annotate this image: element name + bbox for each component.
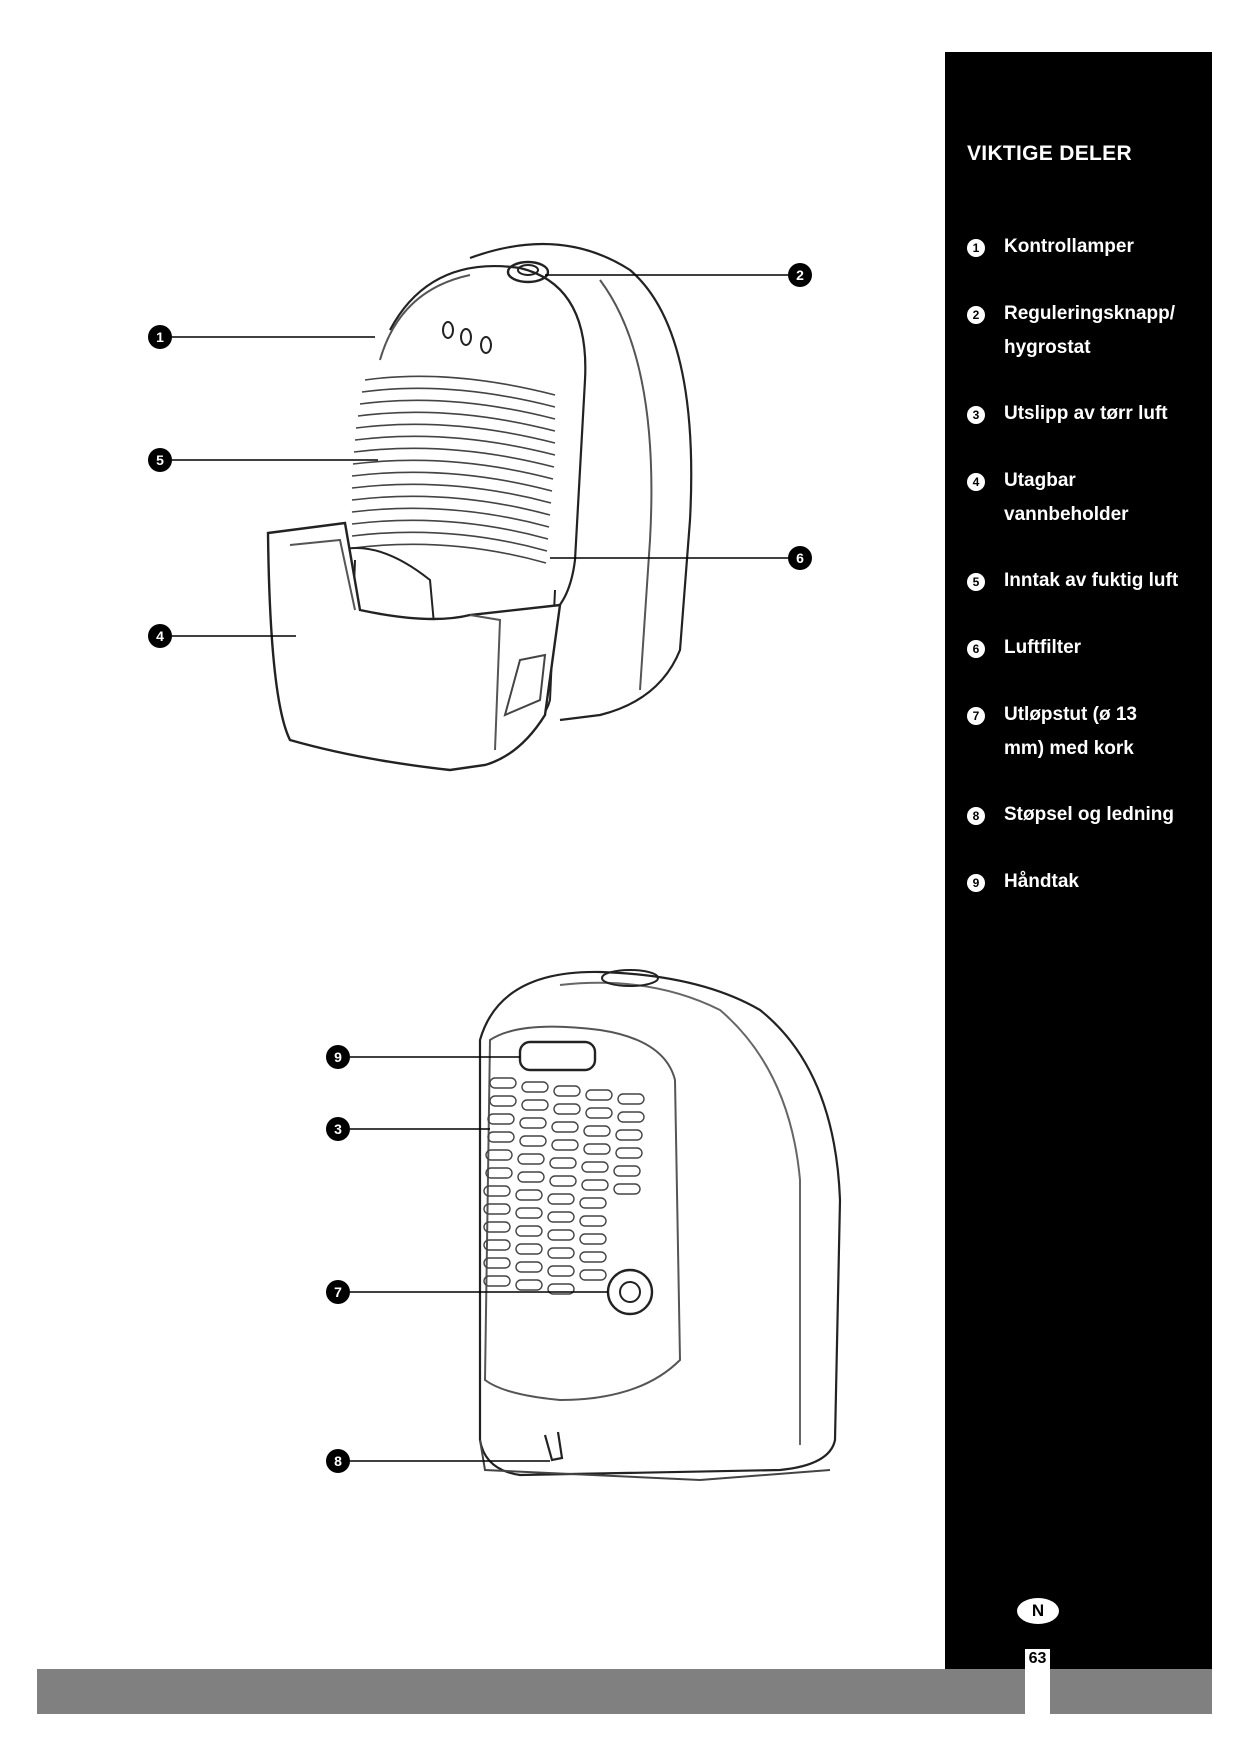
front-view-illustration [268, 244, 691, 770]
legend-label: Utløpstut (ø 13 mm) med kork [1004, 704, 1137, 759]
legend-number: 9 [967, 874, 985, 892]
callout-2: 2 [788, 263, 812, 287]
legend-number: 6 [967, 640, 985, 658]
legend-label: Kontrollamper [1004, 236, 1134, 257]
legend-number: 5 [967, 573, 985, 591]
legend-label: Håndtak [1004, 871, 1079, 892]
legend-label: Reguleringsknapp/ hygrostat [1004, 303, 1176, 358]
callout-4: 4 [148, 624, 172, 648]
callout-1: 1 [148, 325, 172, 349]
callout-7: 7 [326, 1280, 350, 1304]
legend-number: 7 [967, 707, 985, 725]
legend-label: Luftfilter [1004, 637, 1082, 658]
legend-number: 1 [967, 239, 985, 257]
callout-3: 3 [326, 1117, 350, 1141]
legend-number: 2 [967, 306, 985, 324]
legend-label: Støpsel og ledning [1004, 804, 1174, 825]
parts-sidebar [945, 52, 1212, 1669]
sidebar-title: VIKTIGE DELER [967, 142, 1132, 165]
callout-6: 6 [788, 546, 812, 570]
legend-number: 8 [967, 807, 985, 825]
callout-9: 9 [326, 1045, 350, 1069]
page-number: 63 [1028, 1650, 1047, 1667]
back-view-illustration [480, 970, 840, 1480]
legend-label: Utagbar vannbeholder [1004, 470, 1129, 525]
legend-label: Utslipp av tørr luft [1004, 403, 1168, 424]
legend-number: 4 [967, 473, 985, 491]
callout-5: 5 [148, 448, 172, 472]
legend-label: Inntak av fuktig luft [1004, 570, 1179, 591]
language-badge: N [1017, 1598, 1059, 1624]
legend-number: 3 [967, 406, 985, 424]
callout-8: 8 [326, 1449, 350, 1473]
